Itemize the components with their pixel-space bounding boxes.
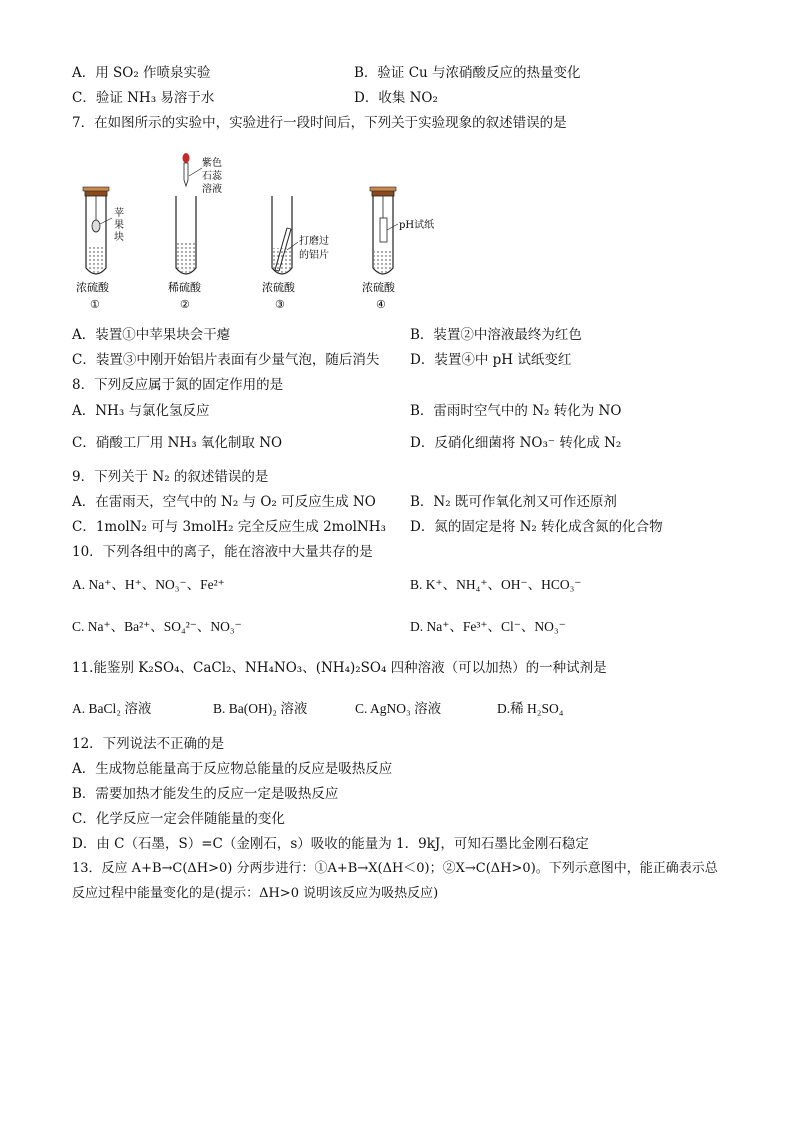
q12-option-b: B．需要加热才能发生的反应一定是吸热反应 (72, 786, 339, 802)
q12-stem: 12．下列说法不正确的是 (72, 736, 225, 752)
q8-option-b: B．雷雨时空气中的 N₂ 转化为 NO (410, 403, 622, 419)
tube-3 (262, 196, 329, 311)
q12-option-c: C．化学反应一定会伴随能量的变化 (72, 811, 285, 827)
q9-option-c: C．1molN₂ 可与 3molH₂ 完全反应生成 2molNH₃ (72, 519, 386, 535)
tube-4 (362, 187, 434, 311)
tube3-note-2: 的铝片 (299, 250, 329, 261)
q8-stem: 8．下列反应属于氮的固定作用的是 (72, 377, 284, 393)
q7-stem: 7．在如图所示的实验中，实验进行一段时间后，下列关于实验现象的叙述错误的是 (72, 115, 567, 131)
tube2-note-1: 紫色 (202, 158, 222, 169)
q12-option-a: A．生成物总能量高于反应物总能量的反应是吸热反应 (72, 761, 393, 777)
q7-option-c: C．装置③中刚开始铝片表面有少量气泡，随后消失 (72, 352, 380, 368)
tube3-acid-label: 浓硫酸 (262, 281, 295, 294)
tube2-note-3: 溶液 (202, 184, 222, 195)
tube1-note-3: 块 (114, 232, 124, 243)
q10-option-d: D. Na⁺、Fe³⁺、Cl⁻、NO₃⁻ (410, 619, 566, 634)
tube4-note: pH试纸 (399, 220, 435, 231)
q9-option-a: A．在雷雨天，空气中的 N₂ 与 O₂ 可反应生成 NO (72, 494, 376, 510)
q13-stem-line-2: 反应过程中能量变化的是(提示：ΔH>0 说明该反应为吸热反应) (72, 886, 439, 901)
q8-option-d: D．反硝化细菌将 NO₃⁻ 转化成 N₂ (410, 435, 622, 451)
q11-option-a: A. BaCl₂ 溶液 (72, 701, 152, 716)
q11-option-d: D.稀 H₂SO₄ (497, 701, 564, 716)
q13-stem-line-1: 13．反应 A+B→C(ΔH>0) 分两步进行：①A+B→X(ΔH＜0)；②X→C(ΔH>0)。下列示意图中，能正确表示总 (72, 861, 718, 876)
tube2-number: ② (180, 298, 190, 311)
q8-option-c: C．硝酸工厂用 NH₃ 氧化制取 NO (72, 435, 283, 451)
tube-2 (168, 153, 223, 311)
q6-option-d: D．收集 NO₂ (354, 90, 438, 106)
q7-option-d: D．装置④中 pH 试纸变红 (410, 352, 572, 368)
q8-option-a: A．NH₃ 与氯化氢反应 (72, 403, 210, 419)
tube3-note-1: 打磨过 (299, 236, 329, 247)
q11-option-b: B. Ba(OH)₂ 溶液 (213, 701, 308, 716)
tube3-number: ③ (275, 298, 285, 311)
tube2-acid-label: 稀硫酸 (168, 281, 201, 294)
q10-option-c: C. Na⁺、Ba²⁺、SO₄²⁻、NO₃⁻ (72, 619, 242, 634)
q9-option-b: B．N₂ 既可作氧化剂又可作还原剂 (410, 494, 617, 510)
q6-option-a: A．用 SO₂ 作喷泉实验 (72, 65, 211, 81)
q6-option-c: C．验证 NH₃ 易溶于水 (72, 90, 215, 106)
apple-piece (92, 220, 100, 232)
tube1-note-2: 果 (114, 220, 124, 231)
tube-1 (76, 187, 124, 311)
tube4-number: ④ (376, 298, 386, 311)
tube1-note-1: 苹 (114, 208, 124, 219)
q10-stem: 10．下列各组中的离子，能在溶液中大量共存的是 (72, 544, 373, 560)
q9-option-d: D．氮的固定是将 N₂ 转化成含氮的化合物 (410, 519, 663, 535)
q11-option-c: C. AgNO₃ 溶液 (355, 701, 442, 716)
dropper-bulb (183, 153, 190, 163)
q9-stem: 9．下列关于 N₂ 的叙述错误的是 (72, 469, 269, 485)
tube4-acid-label: 浓硫酸 (362, 281, 395, 294)
q12-option-d: D．由 C（石墨，S）=C（金刚石，s）吸收的能量为 1．9kJ，可知石墨比金刚石稳定 (72, 836, 589, 852)
q6-option-b: B．验证 Cu 与浓硝酸反应的热量变化 (354, 65, 581, 81)
q10-option-a: A. Na⁺、H⁺、NO₃⁻、Fe²⁺ (72, 577, 225, 592)
ph-paper (380, 218, 387, 242)
tube1-number: ① (90, 298, 100, 311)
q7-option-a: A．装置①中苹果块会干瘪 (72, 327, 231, 343)
q7-apparatus-figure (72, 146, 452, 316)
q10-option-b: B. K⁺、NH₄⁺、OH⁻、HCO₃⁻ (410, 577, 582, 592)
q7-option-b: B．装置②中溶液最终为红色 (410, 327, 582, 343)
tube1-acid-label: 浓硫酸 (76, 281, 109, 294)
tube2-note-2: 石蕊 (202, 171, 222, 182)
q11-stem: 11.能鉴别 K₂SO₄、CaCl₂、NH₄NO₃、(NH₄)₂SO₄ 四种溶液（可以加热）的一种试剂是 (72, 660, 607, 676)
